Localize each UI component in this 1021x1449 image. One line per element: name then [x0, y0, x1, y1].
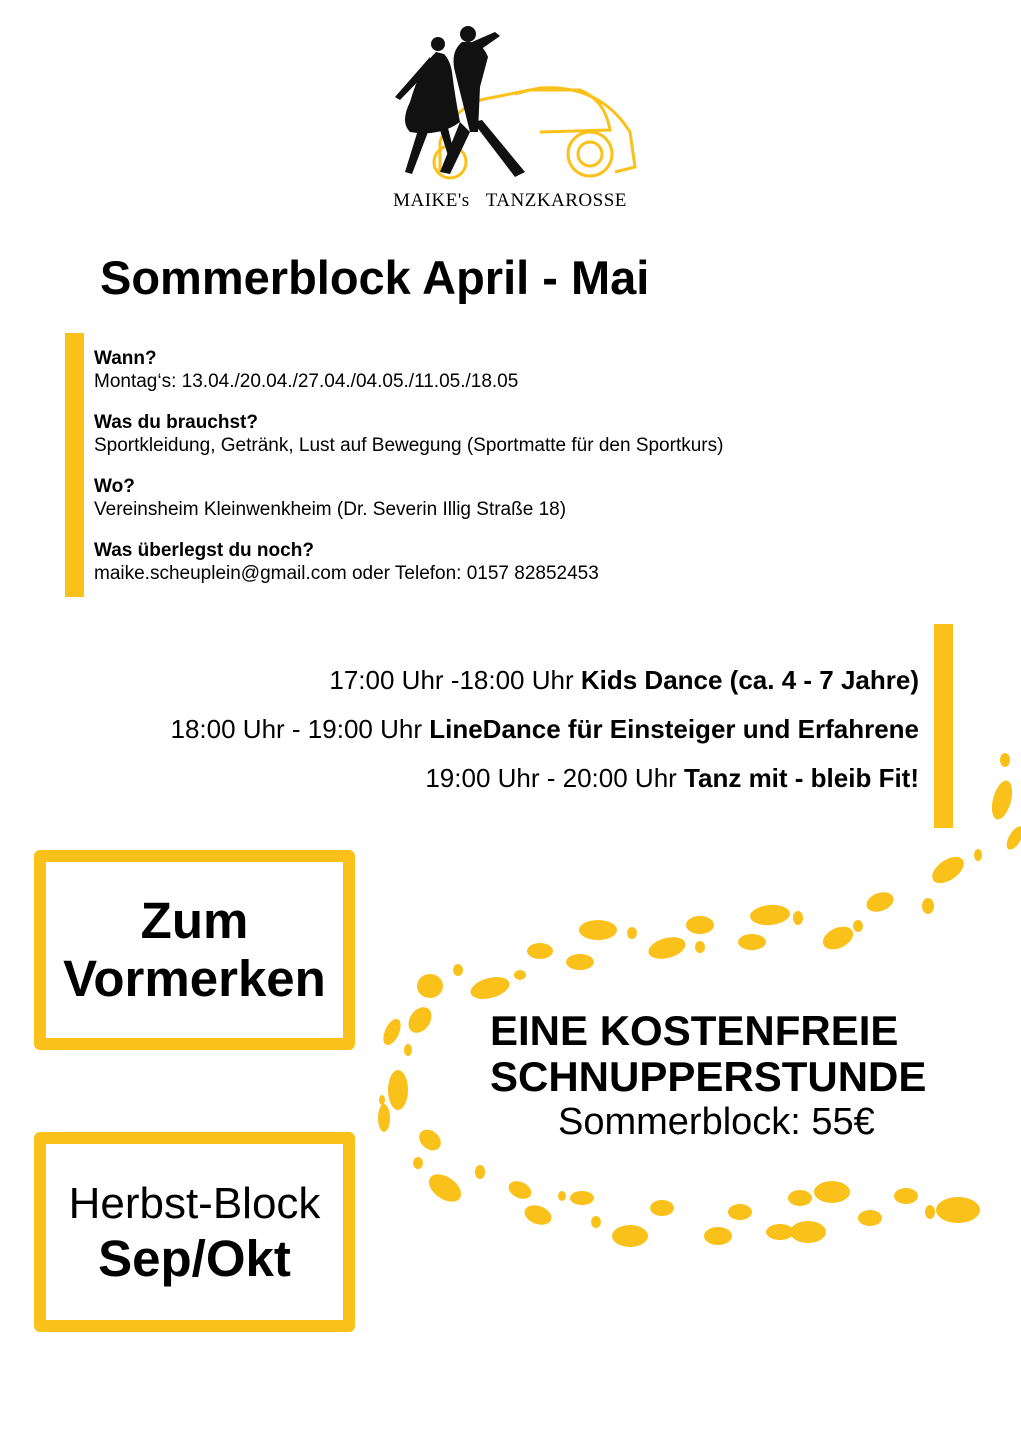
info-answer: Montag‘s: 13.04./20.04./27.04./04.05./11.05./18.05	[94, 371, 519, 392]
info-question: Was du brauchst?	[94, 412, 258, 433]
schedule-time: 19:00 Uhr - 20:00 Uhr	[425, 763, 685, 793]
info-item-when	[94, 347, 854, 393]
schedule-course: Tanz mit - bleib Fit!	[684, 763, 919, 793]
price-line: Sommerblock: 55€	[558, 1101, 875, 1143]
schedule-row	[40, 707, 919, 756]
info-block	[94, 347, 854, 603]
schedule-course: LineDance für Einsteiger und Erfahrene	[429, 714, 919, 744]
page-title: Sommerblock April - Mai	[100, 251, 650, 304]
logo-name-left: MAIKE's	[393, 190, 470, 211]
info-question: Wo?	[94, 476, 135, 497]
schedule-row	[40, 756, 919, 805]
box-line: Sep/Okt	[98, 1230, 291, 1287]
schedule-list	[40, 658, 919, 805]
info-answer: Sportkleidung, Getränk, Lust auf Bewegung (Sportmatte für den Sportkurs)	[94, 435, 724, 456]
info-answer: Vereinsheim Kleinwenkheim (Dr. Severin Illig Straße 18)	[94, 499, 567, 520]
schedule-time: 17:00 Uhr -18:00 Uhr	[329, 665, 581, 695]
schedule-row	[40, 658, 919, 707]
tanzkarosse-logo	[370, 12, 650, 217]
save-the-date-box	[34, 850, 355, 1050]
info-question: Wann?	[94, 348, 157, 369]
free-trial-offer	[490, 1008, 1010, 1144]
schedule-accent-bar	[934, 624, 953, 828]
info-item-where	[94, 475, 854, 521]
info-item-contact	[94, 539, 854, 585]
schedule-time: 18:00 Uhr - 19:00 Uhr	[170, 714, 430, 744]
schedule-course: Kids Dance (ca. 4 - 7 Jahre)	[580, 665, 919, 695]
offer-line: EINE KOSTENFREIE	[490, 1007, 899, 1054]
logo-wordmark	[360, 190, 660, 212]
box-line: Herbst-Block	[68, 1179, 321, 1228]
dancing-couple-icon	[395, 26, 525, 177]
footprint-path	[378, 753, 1021, 1247]
autumn-block-box	[34, 1132, 355, 1332]
box-line: Vormerken	[63, 950, 326, 1007]
logo-name-right: TANZKAROSSE	[485, 190, 627, 211]
contact-info: maike.scheuplein@gmail.com oder Telefon: 0157 82852453	[94, 563, 599, 584]
info-question: Was überlegst du noch?	[94, 540, 314, 561]
info-accent-bar	[65, 333, 84, 597]
offer-line: SCHNUPPERSTUNDE	[490, 1053, 927, 1100]
info-item-needs	[94, 411, 854, 457]
box-line: Zum	[140, 892, 249, 949]
